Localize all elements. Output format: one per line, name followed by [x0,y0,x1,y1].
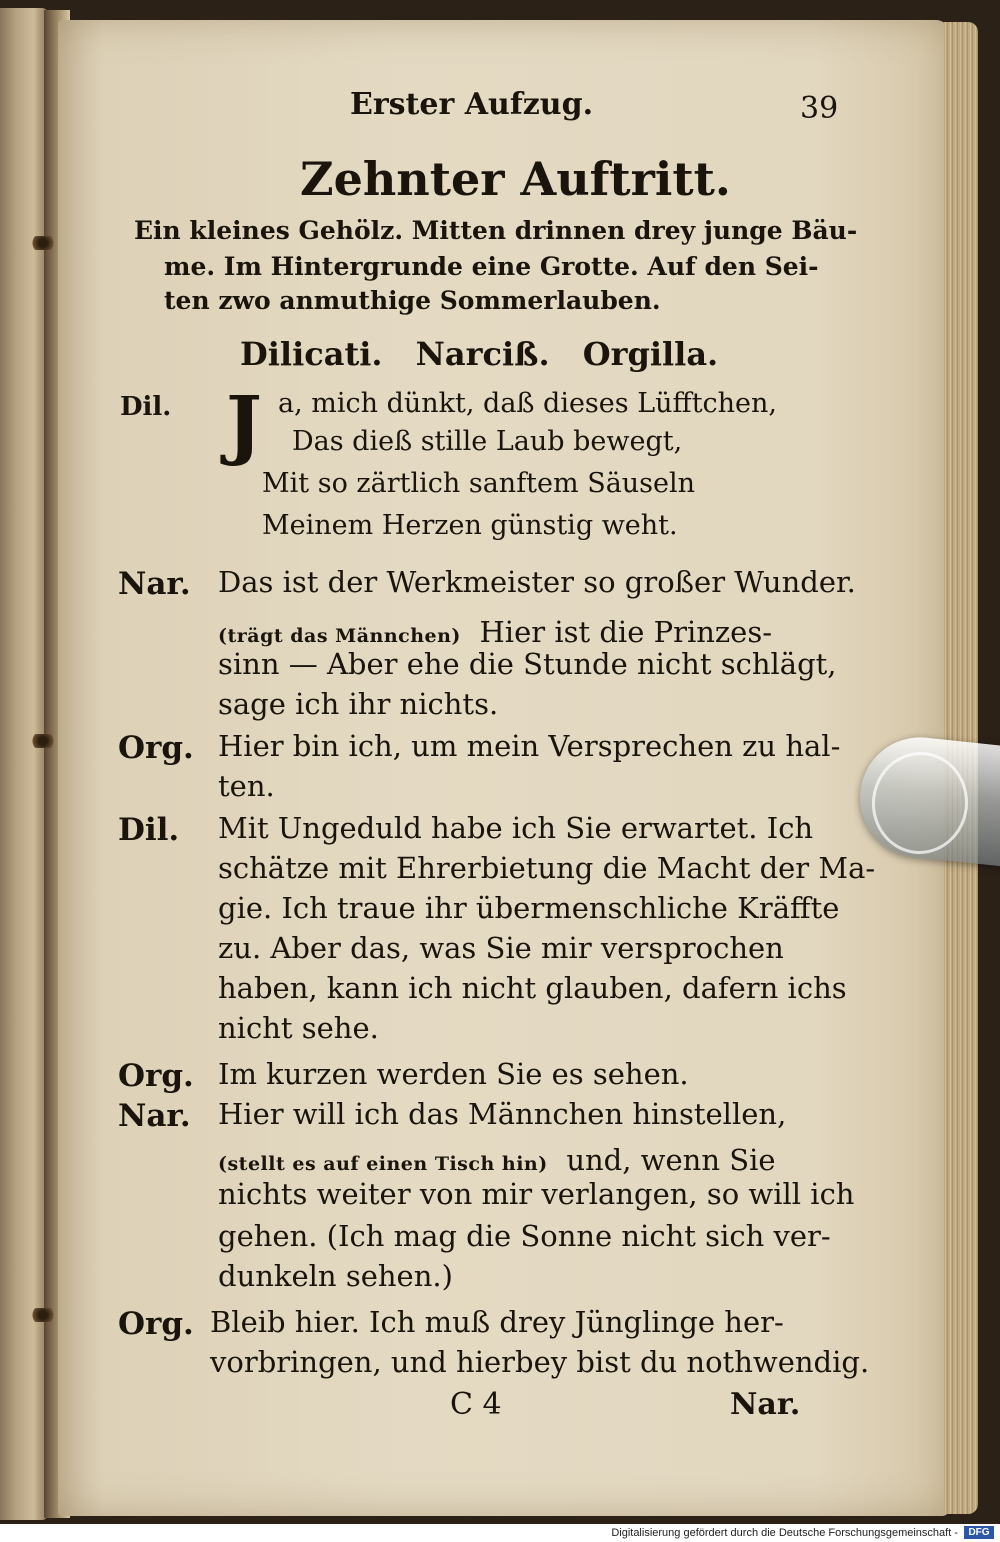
speaker-label: Nar. [118,1098,191,1134]
stage-aside: (stellt es auf einen Tisch hin) [218,1153,548,1175]
speaker-label: Dil. [118,812,180,848]
stage-direction-line: me. Im Hintergrunde eine Grotte. Auf den Sei- [164,252,819,281]
speaker-label: Org. [118,1058,194,1094]
dialogue-line: Mit Ungeduld habe ich Sie erwartet. Ich [218,811,814,845]
credit-bar [0,1524,1000,1542]
verse-line: Meinem Herzen günstig weht. [262,510,678,541]
page-number: 39 [800,91,839,126]
dialogue-line: Im kurzen werden Sie es sehen. [218,1057,689,1091]
dialogue-line: vorbringen, und hierbey bist du nothwendig. [210,1345,870,1379]
dialogue-text: und, wenn Sie [566,1143,776,1177]
signature-mark: C 4 [450,1387,502,1422]
stage-direction-line: Ein kleines Gehölz. Mitten drinnen drey junge Bäu- [134,216,858,245]
dialogue-line: gehen. (Ich mag die Sonne nicht sich ver- [218,1219,831,1253]
aside-line [218,615,773,649]
dialogue-line: dunkeln sehen.) [218,1259,453,1293]
dfg-logo: DFG [964,1526,994,1539]
verse-line: Mit so zärtlich sanftem Säuseln [262,468,696,499]
cast-list: Dilicati. Narciß. Orgilla. [240,335,719,373]
dialogue-text: Hier ist die Prinzes- [479,615,773,649]
dialogue-line: Hier bin ich, um mein Versprechen zu hal- [218,729,841,763]
dialogue-line: nichts weiter von mir verlangen, so will ich [218,1177,855,1211]
speaker-label: Org. [118,730,194,766]
speaker-label: Dil. [120,392,172,422]
dialogue-line: Hier will ich das Männchen hinstellen, [218,1097,787,1131]
verse-line: a, mich dünkt, daß dieses Lüfftchen, [278,388,778,419]
scene-title: Zehnter Auftritt. [300,152,731,206]
catchword: Nar. [730,1387,801,1422]
dialogue-line: Das ist der Werkmeister so großer Wunder. [218,565,856,599]
speaker-label: Org. [118,1306,194,1342]
dialogue-line: nicht sehe. [218,1011,379,1045]
dialogue-line: sage ich ihr nichts. [218,687,499,721]
dialogue-line: sinn — Aber ehe die Stunde nicht schlägt, [218,647,837,681]
dialogue-line: Bleib hier. Ich muß drey Jünglinge her- [210,1305,784,1339]
aside-line [218,1143,776,1177]
verse-line: Das dieß stille Laub bewegt, [292,426,683,457]
stage-direction-line: ten zwo anmuthige Sommerlauben. [164,286,661,315]
dialogue-line: gie. Ich traue ihr übermenschliche Kräffte [218,891,840,925]
speaker-label: Nar. [118,566,191,602]
running-header: Erster Aufzug. [350,87,594,122]
credit-text: Digitalisierung gefördert durch die Deutsche Forschungsgemeinschaft - [611,1527,958,1539]
dialogue-line: ten. [218,769,275,803]
stage-aside: (trägt das Männchen) [218,625,461,647]
dialogue-line: schätze mit Ehrerbietung die Macht der Ma- [218,851,876,885]
drop-cap: J [226,379,262,468]
dialogue-line: haben, kann ich nicht glauben, dafern ichs [218,971,847,1005]
dialogue-line: zu. Aber das, was Sie mir versprochen [218,931,784,965]
